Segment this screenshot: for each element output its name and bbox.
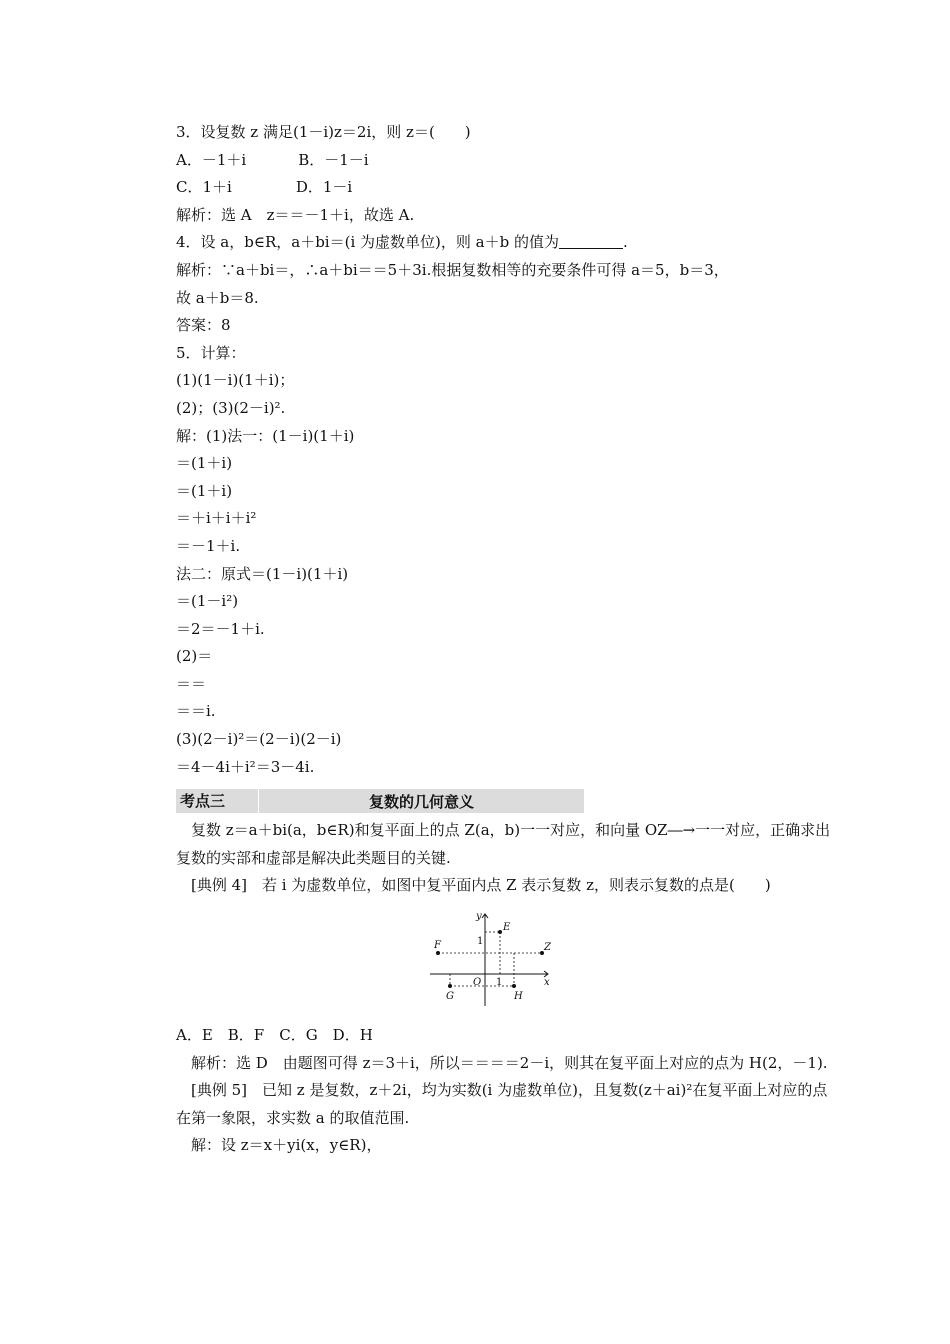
- point-f: [436, 951, 440, 955]
- solution-line: ＝(1＋i): [176, 481, 233, 500]
- solution-line: ＝＝: [176, 674, 207, 693]
- origin-label: O: [473, 977, 482, 989]
- solution-line: (3)(2－i)²＝(2－i)(2－i): [176, 730, 342, 749]
- option-d: D．1－i: [295, 178, 353, 197]
- document-body: [176, 119, 836, 1160]
- question-4-solution-2: 故 a＋b＝8.: [176, 288, 259, 307]
- answer-blank: [559, 234, 623, 249]
- solution-line: 法二：原式＝(1－i)(1＋i): [176, 564, 349, 583]
- question-5: 5．计算：: [176, 343, 246, 362]
- question-5-part-1: (1)(1－i)(1＋i)；: [176, 371, 295, 390]
- question-3: 3．设复数 z 满足(1－i)z＝2i，则 z＝( ): [176, 123, 471, 141]
- complex-plane-figure: [428, 910, 558, 1010]
- question-4-answer: 答案：8: [176, 316, 231, 335]
- point-e: [498, 930, 502, 934]
- x-label: x: [544, 977, 550, 989]
- solution-line: ＝2＝－1＋i.: [176, 619, 265, 638]
- question-3-options-cd: [176, 174, 836, 202]
- solution-line: ＝(1－i²): [176, 592, 239, 611]
- y-unit-label: 1: [477, 936, 484, 948]
- g-label: G: [446, 991, 454, 1003]
- section-title: 复数的几何意义: [368, 792, 474, 811]
- f-label: F: [434, 940, 441, 952]
- example-4-solution: 解析：选 D 由题图可得 z＝3＋i，所以＝＝＝＝2－i，则其在复平面上对应的点为 H(2，－1).: [191, 1053, 828, 1072]
- y-label: y: [476, 911, 482, 923]
- x-unit-label: 1: [496, 977, 503, 989]
- solution-line: ＝＝i.: [176, 702, 216, 721]
- question-4-solution: 解析：∵a＋bi＝，∴a＋bi＝＝5＋3i.根据复数相等的充要条件可得 a＝5，b＝3，: [176, 260, 729, 279]
- example-4: [典例 4] 若 i 为虚数单位，如图中复平面内点 Z 表示复数 z，则表示复数的点是( ): [191, 876, 771, 895]
- z-label: Z: [544, 942, 551, 954]
- solution-line: ＝＋i＋i＋i²: [176, 509, 257, 528]
- section-tag: 考点三: [176, 789, 259, 813]
- section-intro: 复数 z＝a＋bi(a，b∈R)和复平面上的点 Z(a，b)一一对应，和向量 OZ―→一一对应，正确求出复数的实部和虚部是解决此类题目的关键.: [176, 821, 831, 867]
- option-b: B．－1－i: [298, 150, 369, 169]
- option-c: C．1＋i: [176, 178, 232, 197]
- question-4: [176, 229, 836, 257]
- e-label: E: [503, 922, 511, 934]
- solution-line: ＝(1＋i): [176, 454, 233, 473]
- question-5-part-2-3: (2)；(3)(2－i)².: [176, 398, 286, 417]
- question-4-text: 4．设 a，b∈R，a＋bi＝(i 为虚数单位)，则 a＋b 的值为: [176, 233, 559, 252]
- example-4-options: A．E B．F C．G D．H: [176, 1026, 373, 1045]
- solution-line: ＝4－4i＋i²＝3－4i.: [176, 757, 315, 776]
- point-h: [512, 984, 516, 988]
- question-4-end: .: [622, 233, 628, 252]
- point-g: [448, 984, 452, 988]
- solution-line: (2)＝: [176, 647, 213, 666]
- solution-line: 解：(1)法一：(1－i)(1＋i): [176, 426, 355, 445]
- solution-line: ＝－1＋i.: [176, 536, 241, 555]
- section-banner: [176, 789, 584, 813]
- question-3-solution: 解析：选 A z＝＝－1＋i，故选 A.: [176, 205, 415, 224]
- example-5-solution: 解：设 z＝x＋yi(x，y∈R)，: [191, 1136, 382, 1155]
- h-label: H: [514, 991, 523, 1003]
- option-a: A．－1＋i: [176, 150, 247, 169]
- example-5: [典例 5] 已知 z 是复数，z＋2i，均为实数(i 为虚数单位)，且复数(z＋ai)²在复平面上对应的点在第一象限，求实数 a 的取值范围.: [176, 1081, 828, 1127]
- question-3-options-ab: [176, 147, 836, 175]
